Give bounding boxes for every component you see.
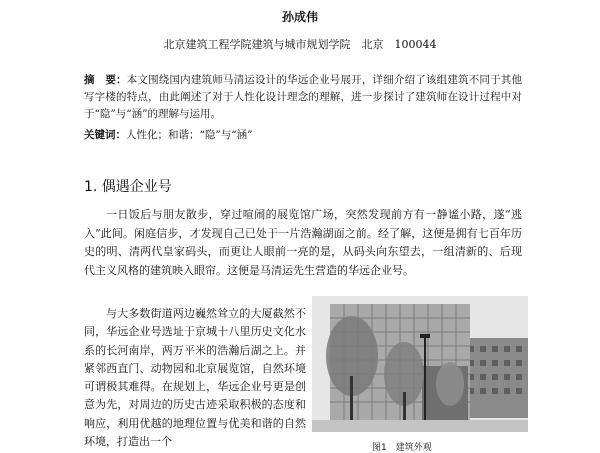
keywords-text: 人性化；和谐；“隐”与“涵” <box>126 129 253 141</box>
tree-left-trunk <box>350 376 353 420</box>
lamp-head <box>420 334 430 338</box>
abstract-text: 本文围绕国内建筑师马清运设计的华远企业号展开，详细介绍了该组建筑不同于其他写字楼的特点，由此阐述了对于人性化设计理念的理解，进一步探讨了建筑师在设计过程中对于“隐”与“涵”的理解与运用。 <box>84 74 522 120</box>
abstract <box>84 72 522 123</box>
building-photo-illustration <box>312 296 528 432</box>
abstract-label: 摘 要： <box>84 74 127 86</box>
figure-caption: 图1 建筑外观 <box>372 443 432 453</box>
tree-right <box>436 362 464 406</box>
tree-middle-trunk <box>403 392 406 420</box>
keywords-label: 关键词： <box>84 129 126 141</box>
section-heading: 1. 偶遇企业号 <box>84 179 172 195</box>
affiliation: 北京建筑工程学院建筑与城市规划学院 北京 100044 <box>163 38 437 51</box>
ground <box>312 420 528 432</box>
body-paragraph-2: 与大多数街道两边巍然耸立的大厦截然不同，华远企业号选址于京城十八里历史文化水系的长河南岸，两万平米的浩瀚后湖之上。并紧邻西直门、动物园和北京展览馆，自然环境可谓极其难得。在规划上，华远企业号更是创意为先，对周边的历史古迹采取积极的态度和响应，利用优越的地理位置与优美和谐的自然环境，打造出一个 <box>84 307 306 449</box>
keywords <box>84 127 522 144</box>
author-name: 孙成伟 <box>281 10 318 24</box>
body-paragraph-1: 一日饭后与朋友散步，穿过喧闹的展览馆广场，突然发现前方有一静谧小路，遂“逃入”此间。闲庭信步，才发现自己已处于一片浩瀚湖面之前。经了解，这便是拥有七百年历史的明、清两代皇家码头，而更让人眼前一亮的是，从码头向东望去，一组清新的、后现代主义风格的建筑映入眼帘。这便是马清运先生营造的华远企业号。 <box>84 208 522 277</box>
lamp-post <box>424 336 426 422</box>
building-photo <box>312 296 528 432</box>
